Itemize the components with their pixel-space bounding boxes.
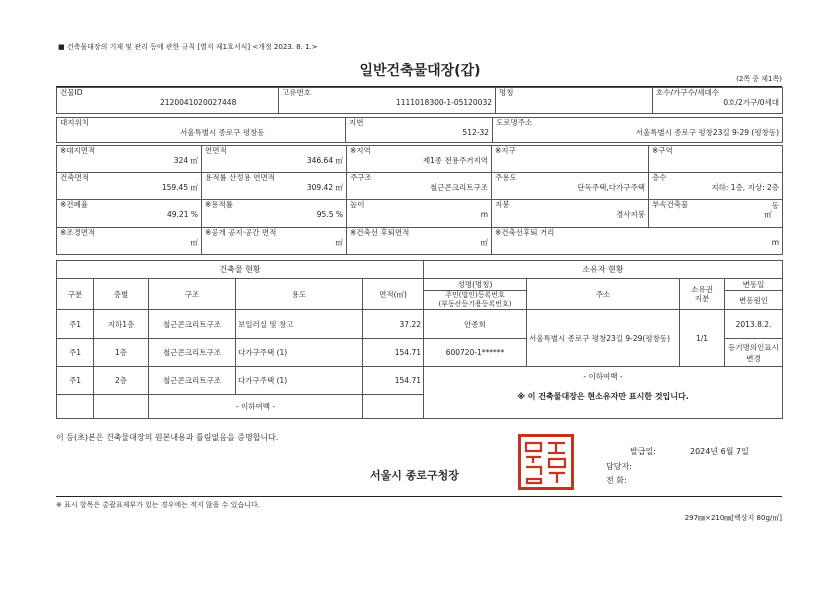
row2-use: 다가구주택 (1) (236, 339, 363, 367)
unique-no-label: 고유번호 (282, 88, 311, 97)
site-label: 대지위치 (60, 118, 89, 127)
name-label: 명칭 (499, 88, 514, 97)
col-use: 용도 (236, 279, 363, 310)
site-area-value: 324 ㎡ (173, 156, 198, 165)
col-change-reason: 변동원인 (725, 291, 783, 310)
annex-count-unit: 동 (771, 201, 779, 210)
col-owner-name: 성명(명칭) (424, 279, 527, 291)
col-type: 구분 (57, 279, 94, 310)
floor-area-ratio-label: ※용적률 (205, 200, 234, 209)
status-table (56, 260, 783, 419)
issuer-name: 서울시 종로구청장 (370, 469, 459, 482)
open-space-value: ㎡ (335, 238, 343, 247)
seal-icon (521, 437, 571, 487)
row2-type: 주1 (57, 339, 94, 367)
landscape-area-label: ※조경면적 (60, 228, 96, 237)
building-area-label: 건축면적 (60, 173, 89, 182)
change-reason: 등기명의인표시변경 (725, 339, 783, 367)
setback-distance-value: m (771, 238, 779, 247)
row1-floor: 지하1층 (94, 310, 149, 339)
paper-spec: 297㎜×210㎜[백상지 80g/㎡] (684, 514, 782, 522)
main-use-label: 주용도 (495, 173, 517, 182)
setback-distance-label: ※건축선후퇴 거리 (495, 228, 555, 237)
road-address-label: 도로명주소 (496, 118, 533, 127)
zone-value: 제1종 전용주거지역 (422, 156, 488, 165)
open-space-label: ※공개 공지·공간 면적 (205, 228, 277, 237)
owner-name: 안종희 (424, 310, 527, 339)
building-id-label: 건물ID (60, 88, 83, 97)
phone-label: 전 화: (606, 476, 627, 485)
row1-type: 주1 (57, 310, 94, 339)
roof-value: 경사지붕 (616, 210, 645, 219)
site-area-label: ※대지면적 (60, 146, 96, 155)
certify-statement: 이 등(초)본은 건축물대장의 원본내용과 틀림없음을 증명합니다. (56, 433, 279, 442)
row3-area: 154.71 (363, 367, 424, 395)
coverage-ratio-value: 49.21 % (167, 210, 198, 219)
units-value: 0호/2가구/0세대 (723, 98, 779, 107)
owner-reg-number: 600720-1****** (424, 339, 527, 367)
building-area-value: 159.45 ㎡ (161, 183, 198, 192)
owner-status-title: 소유자 현황 (424, 261, 783, 279)
row3-structure: 철근콘크리트구조 (149, 367, 236, 395)
floor-area-ratio-value: 95.5 % (316, 210, 343, 219)
owner-notice: ※ 이 건축물대장은 현소유자만 표시한 것입니다. (517, 392, 689, 401)
height-label: 높이 (350, 200, 365, 209)
main-structure-label: 주구조 (350, 173, 372, 182)
main-use-value: 단독주택,다가구주택 (577, 183, 645, 192)
district-label: ※지구 (495, 146, 516, 155)
official-seal (518, 434, 574, 490)
row2-area: 154.71 (363, 339, 424, 367)
col-share: 소유권 지분 (680, 279, 725, 310)
form-regulation-note: ■ 건축물대장의 기재 및 관리 등에 관한 규칙 [별지 제1호서식] <개정 2023. 8. 1.> (58, 43, 318, 51)
total-floor-area-label: 연면적 (205, 146, 227, 155)
col-reg-number: 주민(법인)등록번호 (부동산등기용등록번호) (424, 291, 527, 310)
issue-date-label: 발급일: (630, 447, 656, 456)
row2-structure: 철근콘크리트구조 (149, 339, 236, 367)
far-floor-area-label: 용적률 산정용 연면적 (205, 173, 275, 182)
attribute-table (56, 145, 783, 255)
footnote: ※ 표시 항목은 총괄표제부가 있는 경우에는 적지 않을 수 있습니다. (56, 501, 260, 509)
row1-area: 37.22 (363, 310, 424, 339)
owner-address: 서울특별시 종로구 평창23길 9-29(평창동) (527, 310, 680, 367)
zone-label: ※지역 (350, 146, 371, 155)
site-value: 서울특별시 종로구 평창동 (180, 128, 265, 137)
col-floor: 층별 (94, 279, 149, 310)
lot-value: 512-32 (462, 128, 489, 137)
road-address-value: 서울특별시 종로구 평창23길 9-29 (평창동) (635, 128, 779, 137)
building-status-title: 건축물 현황 (57, 261, 424, 279)
col-address: 주소 (527, 279, 680, 310)
floors-value: 지하: 1층, 지상: 2층 (711, 183, 779, 192)
owner-empty-note: - 이하여백 - (583, 372, 623, 381)
landscape-area-value: ㎡ (190, 238, 198, 247)
change-date: 2013.8.2. (725, 310, 783, 339)
height-value: m (480, 210, 488, 219)
owner-share: 1/1 (680, 310, 725, 367)
col-structure: 구조 (149, 279, 236, 310)
area-label: ※구역 (652, 146, 673, 155)
col-change-date: 변동일 (725, 279, 783, 291)
lot-label: 지번 (349, 118, 364, 127)
issue-date: 2024년 6월 7일 (690, 447, 749, 456)
annex-area-unit: ㎡ (764, 210, 772, 219)
roof-label: 지붕 (495, 200, 510, 209)
location-table (56, 117, 783, 143)
document-title: 일반건축물대장(갑) (359, 63, 481, 79)
setback-area-value: ㎡ (480, 238, 488, 247)
row3-floor: 2층 (94, 367, 149, 395)
owner-empty-area (424, 367, 783, 419)
setback-area-label: ※건축선 후퇴면적 (350, 228, 410, 237)
table-row (57, 310, 783, 339)
building-id-value: 2120041020027448 (160, 98, 237, 107)
header-table (56, 87, 783, 114)
page-info: (2쪽 중 제1쪽) (736, 75, 782, 83)
col-area: 면적(㎡) (363, 279, 424, 310)
row2-floor: 1층 (94, 339, 149, 367)
units-label: 호수/가구수/세대수 (656, 88, 720, 97)
floors-label: 층수 (652, 173, 667, 182)
staff-label: 담당자: (606, 462, 632, 471)
row3-use: 다가구주택 (1) (236, 367, 363, 395)
building-empty-note: - 이하여백 - (149, 395, 363, 419)
table-row (57, 367, 783, 395)
total-floor-area-value: 346.64 ㎡ (306, 156, 343, 165)
coverage-ratio-label: ※건폐율 (60, 200, 89, 209)
annex-label: 부속건축물 (652, 200, 689, 209)
far-floor-area-value: 309.42 ㎡ (306, 183, 343, 192)
unique-no-value: 1111018300-1-05120032 (395, 98, 492, 107)
row1-use: 보일러실 및 창고 (236, 310, 363, 339)
row3-type: 주1 (57, 367, 94, 395)
row1-structure: 철근콘크리트구조 (149, 310, 236, 339)
main-structure-value: 철근콘크리트구조 (430, 183, 488, 192)
